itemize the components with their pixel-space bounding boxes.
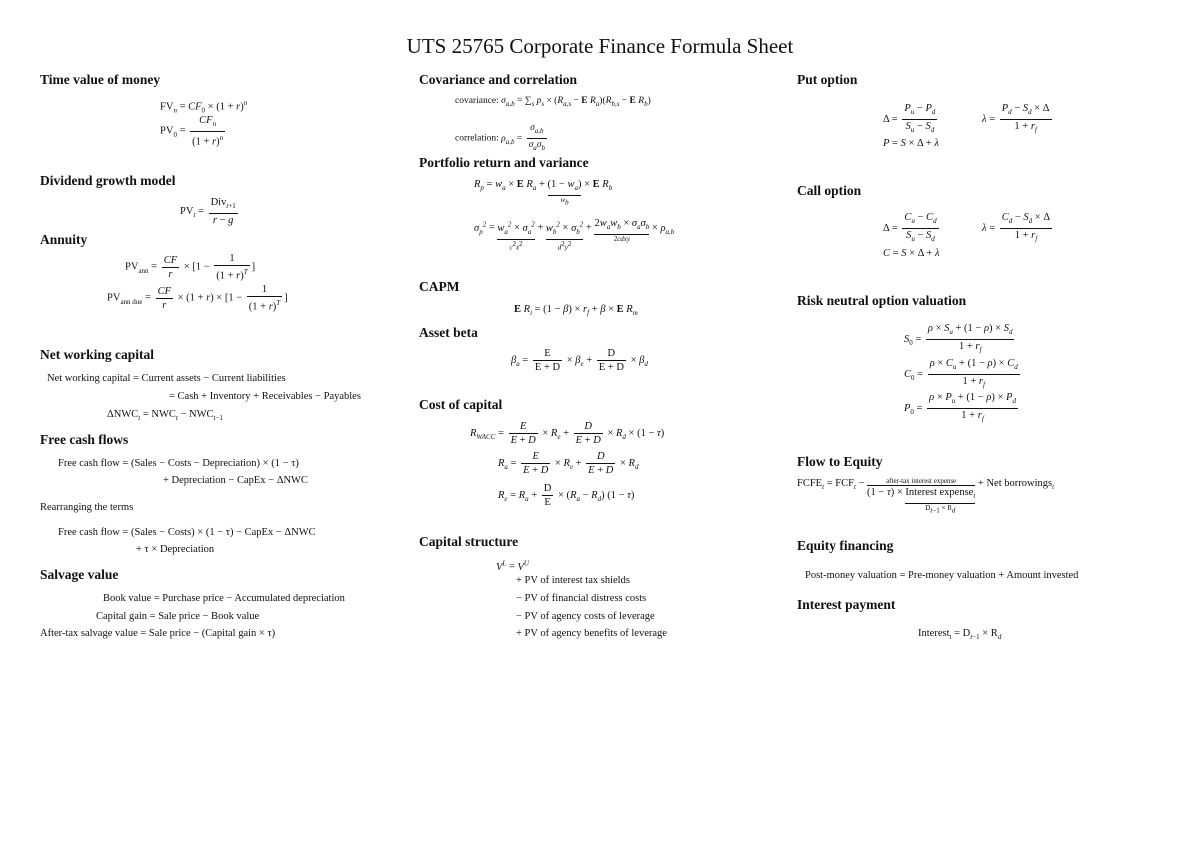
heading-annuity: Annuity <box>40 232 88 247</box>
formula-fcf-1: Free cash flow = (Sales − Costs − Depreciation) × (1 − τ) <box>58 458 299 469</box>
formula-put-price: P = S × Δ + λ <box>883 138 939 149</box>
cs-line-3: − PV of agency costs of leverage <box>516 611 655 622</box>
formula-asset-beta: $\beta_a$ = $\frac{E}{E + D}$ × $\beta_e$ + $\frac{D}{E + D}$ × $\beta_d$ <box>511 348 648 373</box>
heading-dividend-growth: Dividend growth model <box>40 173 176 188</box>
formula-covariance: covariance: $\sigma_{a,b} = \sum_s$ $p_s \times (R_{a,s} - E$ $R_a)(R_{b,s} - E$ $R_b$) <box>455 96 651 108</box>
heading-portfolio: Portfolio return and variance <box>419 155 589 170</box>
formula-ddm: $PV_t$ = $\frac{Div_{t+1}}{r - g}$ <box>180 197 236 227</box>
formula-salvage-1: Book value = Purchase price − Accumulated depreciation <box>103 593 345 604</box>
formula-mm: $V^L = V^U$ <box>496 559 529 573</box>
formula-rn-s0: $S_0$ = $\frac{\rho \times S_u + (1 - \rho) \times S_d}{1 + r_f}$ <box>904 323 1013 355</box>
formula-call-lambda: λ = $\frac{C_d - S_d \times \Delta}{1 + r_f}$ <box>982 212 1051 244</box>
cs-line-1: + PV of interest tax shields <box>516 575 630 586</box>
heading-capm: CAPM <box>419 279 460 294</box>
formula-portfolio-return: $R_p = w_a \times E$ $R_a$ + $(1 - w_a)$ $w_b$ × E $R_b$ <box>474 179 613 207</box>
heading-fcf: Free cash flows <box>40 432 129 447</box>
formula-correlation: correlation: $\rho_{a,b}$ = $\frac{\sigma_{a,b}}{\sigma_a\sigma_b}$ <box>455 123 545 152</box>
formula-ra: $R_a$ = $\frac{E}{E + D}$ × $R_e$ + $\frac{D}{E + D}$ × $R_d$ <box>498 451 639 476</box>
formula-post-money: Post-money valuation = Pre-money valuation + Amount invested <box>805 570 1079 581</box>
heading-time-value: Time value of money <box>40 72 161 87</box>
heading-equity-financing: Equity financing <box>797 538 894 553</box>
formula-capm: E $R_i = (1 - \beta) \times r_f + \beta \times E$ $R_m$ <box>514 304 638 318</box>
note-rearranging: Rearranging the terms <box>40 502 134 513</box>
formula-pv: $PV_0$ = $\frac{CF_n}{(1 + r)^n}$ <box>160 115 224 148</box>
formula-nwc-2: = Cash + Inventory + Receivables − Payables <box>169 391 361 402</box>
heading-capital-structure: Capital structure <box>419 534 519 549</box>
page-title: UTS 25765 Corporate Finance Formula Sheet <box>406 34 794 58</box>
formula-call-delta: Δ = $\frac{C_u - C_d}{S_u - S_d}$ <box>883 212 937 244</box>
heading-interest-payment: Interest payment <box>797 597 896 612</box>
formula-wacc: $R_{WACC}$ = $\frac{E}{E + D}$ × $R_e$ + $\frac{D}{E + D}$ × $R_d \times (1 - \tau)$ <box>470 421 665 446</box>
formula-salvage-2: Capital gain = Sale price − Book value <box>96 611 260 622</box>
formula-fcf-2: + Depreciation − CapEx − ΔNWC <box>163 475 308 486</box>
heading-put-option: Put option <box>797 72 858 87</box>
formula-fv: $FV_n = CF_0 \times (1 + r)^n$ <box>160 99 248 115</box>
heading-cost-of-capital: Cost of capital <box>419 397 503 412</box>
formula-portfolio-variance: $\sigma_p^2$ = $w_a^2 \times \sigma_a^2$ $c^2x^2$ + $w_b^2 \times \sigma_b^2$ $d^2y^2$ + $2w_aw_b \times \sigma_a\sigma_b$ 2cdxy × $\rho_{a,b}$ <box>474 218 675 251</box>
formula-rn-p0: $P_0$ = $\frac{\rho \times P_u + (1 - \rho) \times P_d}{1 + r_f}$ <box>904 392 1016 424</box>
formula-fcf-4: + τ × Depreciation <box>136 544 215 555</box>
formula-fcf-3: Free cash flow = (Sales − Costs) × (1 − τ) − CapEx − ΔNWC <box>58 527 316 538</box>
formula-put-delta: Δ = $\frac{P_u - P_d}{S_u - S_d}$ <box>883 103 936 135</box>
heading-call-option: Call option <box>797 183 862 198</box>
cs-line-2: − PV of financial distress costs <box>516 593 647 604</box>
formula-fcfe: $FCFE_t = FCF_t$ − after-tax interest expense (1 − τ) × Interest expense$_t$ $D_{t-1} \times R_d$ + Net borrowings$_t$ <box>797 477 1055 515</box>
heading-covariance: Covariance and correlation <box>419 72 577 87</box>
heading-asset-beta: Asset beta <box>419 325 478 340</box>
formula-annuity: $PV_{ann}$ = $\frac{CF}{r}$ × [1 − $\frac{1}{(1 + r)^T}$ ] <box>125 253 256 282</box>
cs-line-4: + PV of agency benefits of leverage <box>516 628 667 639</box>
heading-flow-to-equity: Flow to Equity <box>797 454 883 469</box>
formula-interest: Interest$_t$ = $D_{t-1} \times R_d$ <box>918 628 1002 642</box>
formula-re: $R_e = R_a$ + $\frac{D}{E}$ × $(R_a - R_d) (1 - \tau)$ <box>498 483 635 508</box>
formula-rn-c0: $C_0$ = $\frac{\rho \times C_u + (1 - \rho) \times C_d}{1 + r_f}$ <box>904 358 1018 390</box>
formula-put-lambda: λ = $\frac{P_d - S_d \times \Delta}{1 + r_f}$ <box>982 103 1050 135</box>
formula-call-price: C = S × Δ + λ <box>883 248 940 259</box>
heading-nwc: Net working capital <box>40 347 154 362</box>
formula-salvage-3: After-tax salvage value = Sale price − (Capital gain × τ) <box>40 628 276 639</box>
formula-annuity-due: $PV_{ann due}$ = $\frac{CF}{r}$ × (1 + r) × [1 − $\frac{1}{(1 + r)^T}$ ] <box>107 284 288 313</box>
heading-salvage: Salvage value <box>40 567 119 582</box>
formula-nwc-3: $\Delta NWC_t = NWC_t - NWC_{t-1}$ <box>107 409 223 423</box>
formula-nwc-1: Net working capital = Current assets − Current liabilities <box>47 373 286 384</box>
heading-risk-neutral: Risk neutral option valuation <box>797 293 967 308</box>
